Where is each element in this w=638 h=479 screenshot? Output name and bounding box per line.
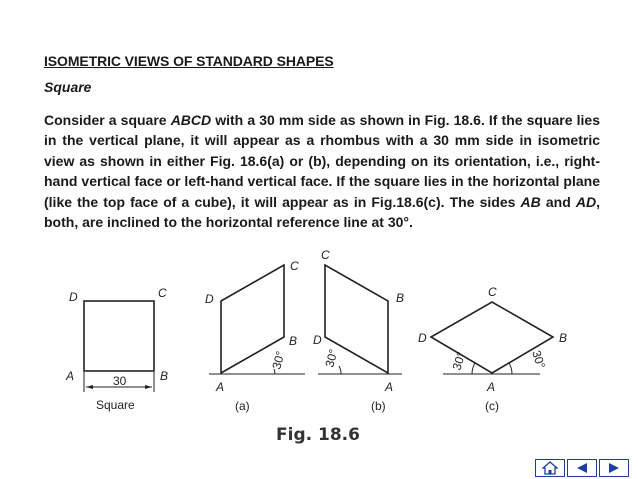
arrow-right-icon [607,462,621,474]
square-label-a: A [66,369,75,383]
c-caption: (c) [485,399,499,413]
view-a [209,265,305,374]
next-slide-button[interactable] [599,459,629,477]
home-button[interactable] [535,459,565,477]
b-label-a: A [385,380,394,394]
body-paragraph: Consider a square ABCD with a 30 mm side as shown in Fig. 18.6. If the square lies in the vertical plane, it will appear as a rhombus with a 30 mm side in isometric view as shown in either Fig. 18.6(a) or (b), depending on its orientation, i.e., right-hand vertical face or left-hand vertical face. If the square lies in the horizontal plane (like the top face of a cube), it will appear as in Fig.18.6(c). The sides AB and AD, both, are inclined to the horizontal reference line at 30°. [44,112,600,231]
square-label-b: B [160,369,169,383]
a-label-c: C [290,259,299,273]
a-label-d: D [205,292,214,306]
a-angle: 30° [269,349,288,371]
b-caption: (b) [371,399,386,413]
previous-slide-button[interactable] [567,459,597,477]
subsection-heading: Square [44,79,92,95]
c-angle-left: 30° [449,350,469,372]
c-label-c: C [488,285,497,299]
square-label-d: D [69,290,78,304]
home-icon [542,461,558,475]
b-label-d: D [313,333,322,347]
a-label-b: B [289,334,298,348]
square-dimension: 30 [113,374,127,388]
c-label-b: B [559,331,568,345]
arrow-left-icon [575,462,589,474]
c-label-a: A [487,380,496,394]
a-label-a: A [216,380,225,394]
b-label-c: C [321,248,330,262]
c-angle-right: 30° [529,348,549,371]
square-caption: Square [96,398,135,412]
square-outline [84,301,154,371]
square-label-c: C [158,286,167,300]
b-angle: 30° [322,347,341,369]
section-heading: ISOMETRIC VIEWS OF STANDARD SHAPES [44,53,334,69]
figure-caption: Fig. 18.6 [276,425,360,445]
c-label-d: D [418,331,427,345]
a-caption: (a) [235,399,250,413]
b-label-b: B [396,291,405,305]
